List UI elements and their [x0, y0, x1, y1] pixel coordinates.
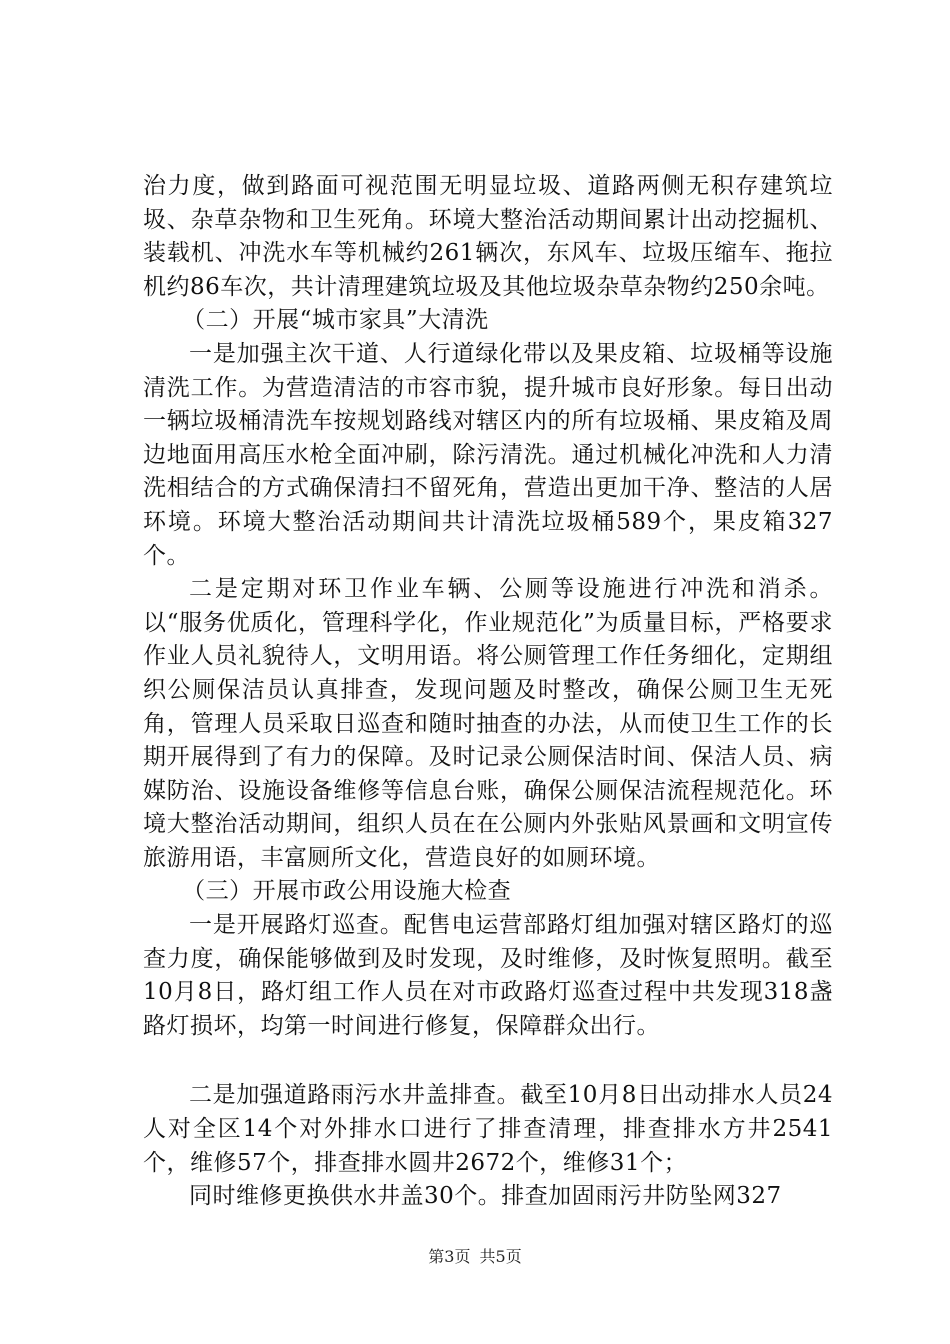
document-body: [143, 170, 833, 1214]
page-number: 第3页: [428, 1247, 471, 1266]
paragraph-manhole-inspection: 二是加强道路雨污水井盖排查。截至10月8日出动排水人员24人对全区14个对外排水口进行了排查清理，排查排水方井2541个，维修57个，排查排水圆井2672个，维修31个；: [143, 1082, 833, 1176]
paragraph-bins-cleaning: 一是加强主次干道、人行道绿化带以及果皮箱、垃圾桶等设施清洗工作。为营造清洁的市容市貌，提升城市良好形象。每日出动一辆垃圾桶清洗车按规划路线对辖区内的所有垃圾桶、果皮箱及周边地面用高压水枪全面冲刷，除污清洗。通过机械化冲洗和人力清洗相结合的方式确保清扫不留死角，营造出更加干净、整洁的人居环境。环境大整治活动期间共计清洗垃圾桶589个，果皮箱327个。: [143, 340, 833, 569]
paragraph-toilet-cleaning: 二是定期对环卫作业车辆、公厕等设施进行冲洗和消杀。以“服务优质化，管理科学化，作业规范化”为质量目标，严格要求作业人员礼貌待人，文明用语。将公厕管理工作任务细化，定期组织公厕保洁员认真排查，发现问题及时整改，确保公厕卫生无死角，管理人员采取日巡查和随时抽查的办法，从而使卫生工作的长期开展得到了有力的保障。及时记录公厕保洁时间、保洁人员、病媒防治、设施设备维修等信息台账，确保公厕保洁流程规范化。环境大整治活动期间，组织人员在在公厕内外张贴风景画和文明宣传旅游用语，丰富厕所文化，营造良好的如厕环境。: [143, 576, 833, 871]
section-heading-3: （三）开展市政公用设施大检查: [182, 878, 512, 905]
paragraph-streetlight-inspection: 一是开展路灯巡查。配售电运营部路灯组加强对辖区路灯的巡查力度，确保能够做到及时发现，及时维修，及时恢复照明。截至10月8日，路灯组工作人员在对市政路灯巡查过程中共发现318盏路灯损坏，均第一时间进行修复，保障群众出行。: [143, 912, 833, 1039]
section-heading-2: （二）开展“城市家具”大清洗: [182, 307, 489, 334]
paragraph-continuation: 治力度，做到路面可视范围无明显垃圾、道路两侧无积存建筑垃圾、杂草杂物和卫生死角。环境大整治活动期间累计出动挖掘机、装载机、冲洗水车等机械约261辆次，东风车、垃圾压缩车、拖拉机约86车次，共计清理建筑垃圾及其他垃圾杂草杂物约250余吨。: [143, 173, 833, 300]
paragraph-water-covers: 同时维修更换供水井盖30个。排查加固雨污井防坠网327: [189, 1183, 782, 1210]
page-total: 共5页: [479, 1247, 522, 1266]
page-footer: [0, 1244, 950, 1267]
